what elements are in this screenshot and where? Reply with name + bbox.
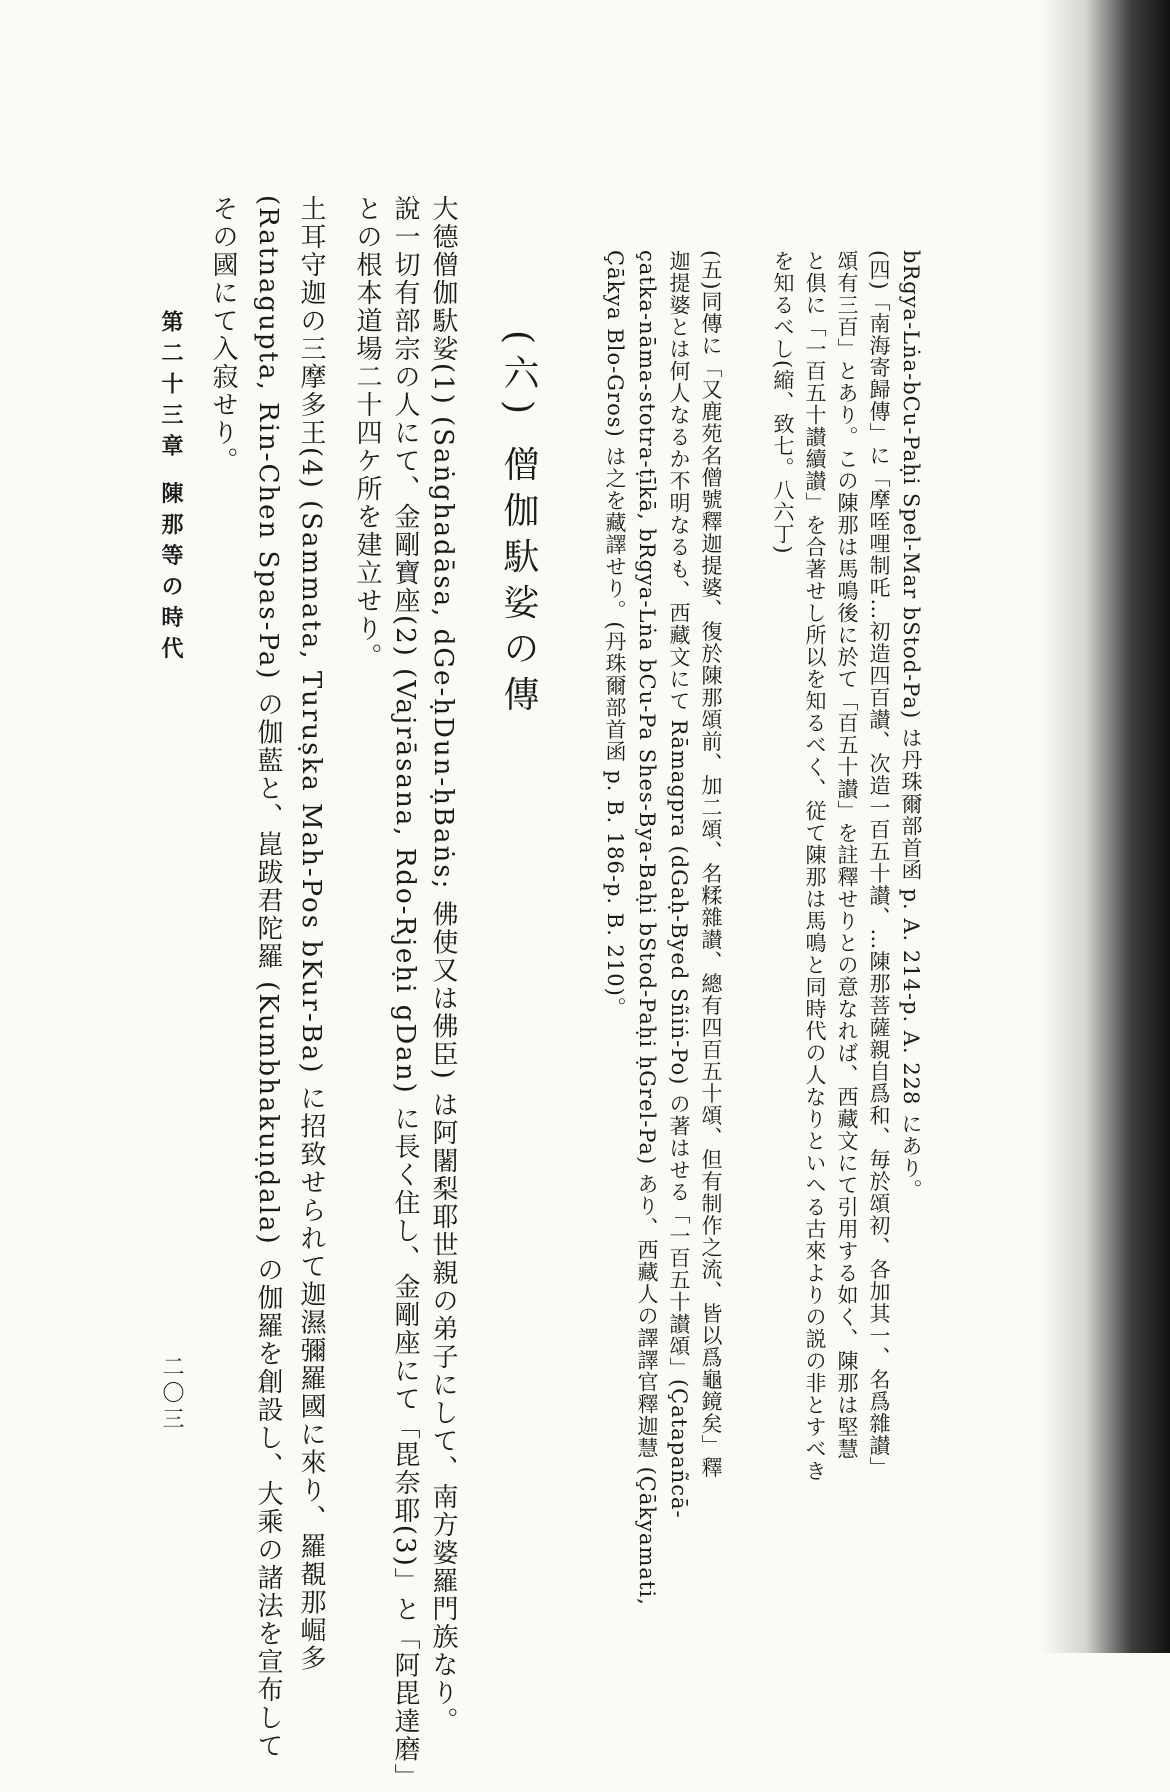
- section-title: (六) 僧伽馱娑の傳: [498, 330, 539, 722]
- body-line-3: との根本道場二十四ケ所を建立せり。: [352, 195, 382, 671]
- note-line-9: Çākya Blo-Gros) は之を藏譯せり。(丹珠爾部首函 p. B. 186-p. B. 210)。: [603, 250, 627, 1019]
- body-line-6: その國にて入寂せり。: [208, 195, 238, 475]
- note-line-1: bRgya-Lṅa-bCu-Paḥi Spel-Mar bStod-Pa) は丹珠爾部首函 p. A. 214-p. A. 228 にあり。: [899, 250, 923, 1202]
- note-line-7: 迦提婆とは何人なるか不明なるも、西藏文にて Rāmagpra (dGaḥ-Byed Sñiṅ-Po) の著はせる「一百五十讃頌」(Çatapañcā-: [667, 250, 691, 1519]
- body-line-4: 土耳守迦の三摩多王(4) (Sammata, Turuṣka Mah-Pos bKur-Ba) に招致せられて迦濕彌羅國に來り、羅覩那崛多: [296, 195, 326, 1673]
- body-line-1: 大德僧伽馱娑(1) (Saṅghadāsa, dGe-ḥDun-ḥBaṅs; 佛使又は佛臣) は阿闍梨耶世親の弟子にして、南方婆羅門族なり。: [428, 195, 458, 1736]
- body-line-5: (Ratnagupta, Rin-Chen Spas-Pa) の伽藍と、崑跋君陀羅 (Kumbhakuṇḍala) の伽羅を創設し、大乘の諸法を宣布して: [253, 195, 283, 1760]
- note-line-5: を知るべし(縮、致七。八六丁): [771, 250, 795, 555]
- note-line-3: 頌有三百」とあり。この陳那は馬鳴後に於て「百五十讃」を註釋せりとの意なれば、西藏文にて引用する如く、陳那は堅慧: [835, 250, 859, 1460]
- scan-edge-shadow: [1040, 0, 1170, 1653]
- running-head: 第二十三章 陳那等の時代: [158, 310, 184, 668]
- note-line-6: (五)同傳に「又鹿苑名僧號釋迦提婆、復於陳那頌前、加二頌、名糅雜讃、總有四百五十頌、但有制作之流、皆以爲龜鏡矣」釋: [699, 250, 723, 1479]
- page-number: 二〇三: [159, 1355, 184, 1433]
- note-line-4: と倶に「一百五十讃續讃」を合著せし所以を知るべく、従て陳那は馬鳴と同時代の人なりといへる古來よりの説の非とすべき: [803, 250, 827, 1482]
- note-line-2: (四)「南海寄歸傳」に「摩咥哩制吒…初造四百讃、次造一百五十讃、…陳那菩薩親自爲和、毎於頌初、各加其一、名爲雜讃」: [867, 250, 891, 1479]
- note-line-8: çatka-nāma-stotra-ṭīkā, bRgya-Lṅa bCu-Pa Shes-Bya-Baḥi bStod-Paḥi ḥGrel-Pa) あり、西藏人の譯譯官釋迦慧 (Çākyamati,: [635, 250, 659, 1606]
- body-line-2: 說一切有部宗の人にて、金剛寶座(2) (Vajrāsana, Rdo-Rjeḥi gDan) に長く住し、金剛座にて「毘奈耶(3)」と「阿毘達磨」: [390, 195, 420, 1792]
